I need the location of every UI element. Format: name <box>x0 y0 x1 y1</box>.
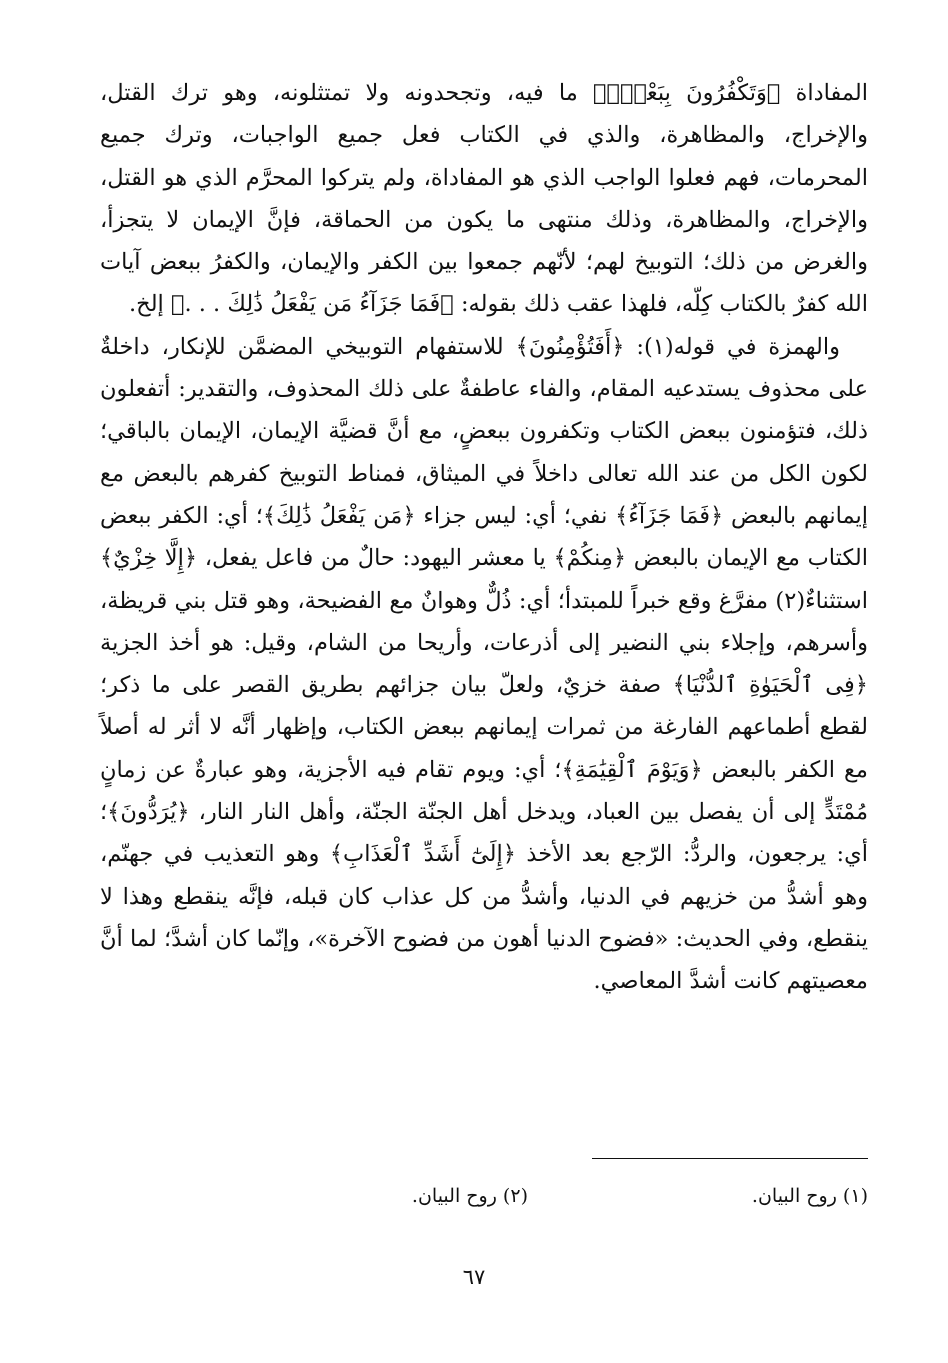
main-text <box>100 72 868 1003</box>
page-number: ٦٧ <box>462 1265 486 1289</box>
footnote-2: (٢) روح البيان. <box>411 1185 528 1207</box>
footnote-1: (١) روح البيان. <box>751 1185 868 1207</box>
paragraph-2: والهمزة في قوله(١): ﴿أَفَتُؤْمِنُونَ﴾ للاستفهام التوبيخي المضمَّن للإنكار، داخلةٌ على محذوف يستدعيه المقام، والفاء عاطفةٌ على ذلك المحذوف، والتقدير: أتفعلون ذلك، فتؤمنون ببعض الكتاب وتكفرون ببعضٍ، مع أنَّ قضيَّة الإيمان، الإيمان بالباقي؛ لكون الكل من عند الله تعالى داخلاً في الميثاق، فمناط التوبيخ كفرهم بالبعض مع إيمانهم بالبعض ﴿فَمَا جَزَآءُ﴾ نفي؛ أي: ليس جزاء ﴿مَن يَفْعَلُ ذَٰلِكَ﴾؛ أي: الكفر ببعض الكتاب مع الإيمان بالبعض ﴿مِنكُمْ﴾ يا معشر اليهود: حالٌ من فاعل يفعل، ﴿إِلَّا خِزْيٌ﴾ استثناءٌ(٢) مفرَّغ وقع خبراً للمبتدأ؛ أي: ذُلٌّ وهوانٌ مع الفضيحة، وهو قتل بني قريظة، وأسرهم، وإجلاء بني النضير إلى أذرعات، وأريحا من الشام، وقيل: هو أخذ الجزية ﴿فِى ٱلْحَيَوٰةِ ٱلدُّنْيَا﴾ صفة خزيٌ، ولعلّ بيان جزائهم بطريق القصر على ما ذكر؛ لقطع أطماعهم الفارغة من ثمرات إيمانهم ببعض الكتاب، وإظهار أنَّه لا أثر له أصلاً مع الكفر بالبعض ﴿وَيَوْمَ ٱلْقِيَٰمَةِ﴾؛ أي: ويوم تقام فيه الأجزية، وهو عبارةٌ عن زمانٍ مُمْتَدٍّ إلى أن يفصل بين العباد، ويدخل أهل الجنّة الجنّة، وأهل النار النار، ﴿يُرَدُّونَ﴾؛ أي: يرجعون، والردُّ: الرّجع بعد الأخذ ﴿إِلَىٰٓ أَشَدِّ ٱلْعَذَابِ﴾ وهو التعذيب في جهنّم، وهو أشدُّ من خزيهم في الدنيا، وأشدُّ من كل عذاب كان قبله، فإنَّه ينقطع وهذا لا ينقطع، وفي الحديث: «فضوح الدنيا أهون من فضوح الآخرة»، وإنّما كان أشدَّ؛ لما أنَّ معصيتهم كانت أشدَّ المعاصي. <box>100 333 868 995</box>
footnotes <box>248 1180 868 1212</box>
footnote-divider <box>592 1158 868 1159</box>
paragraph-1: المفاداة ﴿وَتَكْفُرُونَ بِبَعْضٍۢ﴾ ما فيه، وتجحدونه ولا تمتثلونه، وهو ترك القتل، والإخراج، والمظاهرة، والذي في الكتاب فعل جميع الواجبات، وترك جميع المحرمات، فهم فعلوا الواجب الذي هو المفاداة، ولم يتركوا المحرَّم الذي هو القتل، والإخراج، والمظاهرة، وذلك منتهى ما يكون من الحماقة، فإنَّ الإيمان لا يتجزأ، والغرض من ذلك؛ التوبيخ لهم؛ لأنّهم جمعوا بين الكفر والإيمان، والكفرُ ببعض آيات الله كفرٌ بالكتاب كِلّه، فلهذا عقب ذلك بقوله: ﴿فَمَا جَزَآءُ مَن يَفْعَلُ ذَٰلِكَ . . .﴾ إلخ. <box>100 80 868 318</box>
